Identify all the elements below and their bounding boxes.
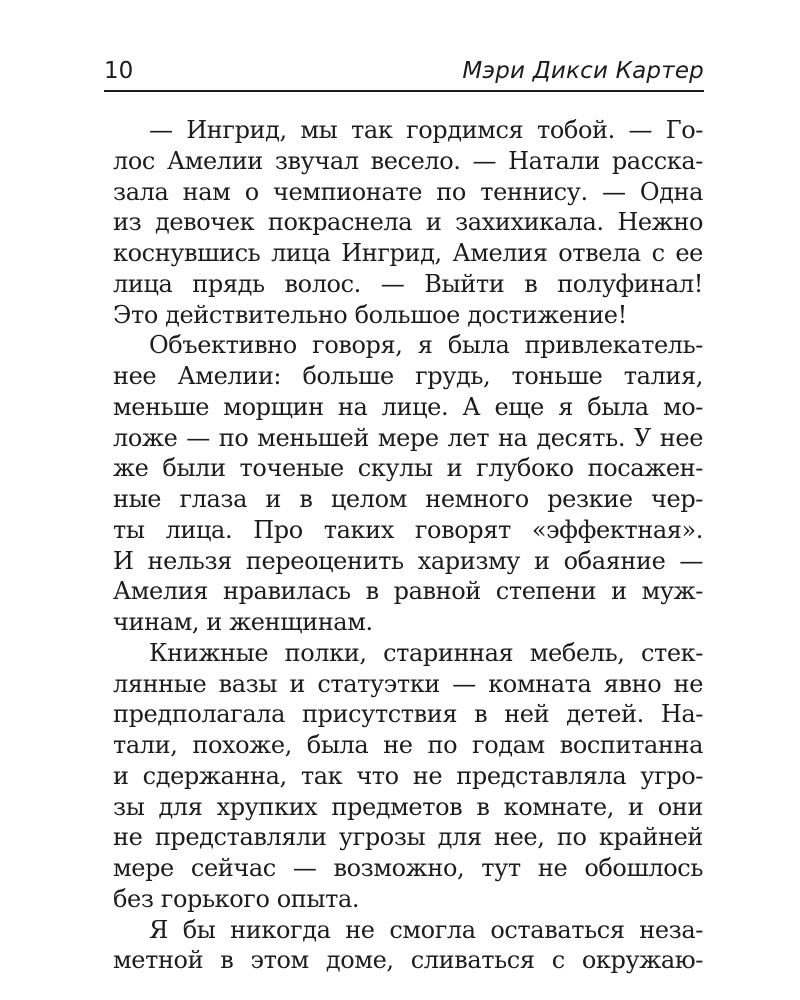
- text-line: лянные вазы и статуэтки — комната явно не: [113, 669, 703, 698]
- header-rule: [104, 90, 704, 92]
- page-number: 10: [104, 58, 134, 84]
- text-line: лица прядь волос. — Выйти в полуфинал!: [113, 269, 703, 298]
- text-line: лос Амелии звучал весело. — Натали расска-: [113, 146, 703, 175]
- text-line: и сдержанна, так что не представляла угро-: [113, 761, 703, 790]
- text-line: метной в этом доме, сливаться с окружаю-: [113, 946, 703, 975]
- body-text: [113, 115, 703, 976]
- text-line: ты лица. Про таких говорят «эффектная».: [113, 515, 703, 544]
- text-line: Я бы никогда не смогла оставаться неза-: [149, 915, 703, 944]
- text-line: нее Амелии: больше грудь, тоньше талия,: [113, 362, 703, 390]
- text-line: И нельзя переоценить харизму и обаяние —: [113, 546, 703, 575]
- text-line: мере сейчас — возможно, тут не обошлось: [113, 854, 703, 882]
- text-line: ные глаза и в целом немного резкие чер-: [113, 485, 703, 513]
- text-line: Это действительно большое достижение!: [113, 300, 627, 329]
- text-line: Амелия нравилась в равной степени и муж-: [113, 577, 703, 606]
- text-line: ложе — по меньшей мере лет на десять. У нее: [113, 423, 703, 452]
- text-line: коснувшись лица Ингрид, Амелия отвела с ее: [113, 239, 703, 267]
- text-line: из девочек покраснела и захихикала. Нежно: [113, 208, 703, 237]
- text-line: Книжные полки, старинная мебель, стек-: [149, 638, 703, 667]
- text-line: зы для хрупких предметов в комнате, и они: [113, 792, 703, 821]
- text-line: тали, похоже, была не по годам воспитанна: [113, 731, 703, 759]
- text-line: — Ингрид, мы так гордимся тобой. — Го-: [149, 116, 703, 144]
- text-line: зала нам о чемпионате по теннису. — Одна: [113, 177, 703, 206]
- text-line: без горького опыта.: [113, 884, 360, 913]
- text-line: чинам, и женщинам.: [113, 608, 373, 636]
- text-line: не представляли угрозы для нее, по крайней: [113, 823, 703, 852]
- text-line: меньше морщин на лице. А еще я была мо-: [113, 392, 703, 421]
- running-head-author: Мэри Дикси Картер: [462, 58, 704, 84]
- page-header: [104, 56, 704, 88]
- text-line: предполагала присутствия в ней детей. На-: [113, 700, 703, 729]
- text-line: Объективно говоря, я была привлекатель-: [149, 331, 703, 360]
- text-line: же были точеные скулы и глубоко посажен-: [113, 454, 703, 483]
